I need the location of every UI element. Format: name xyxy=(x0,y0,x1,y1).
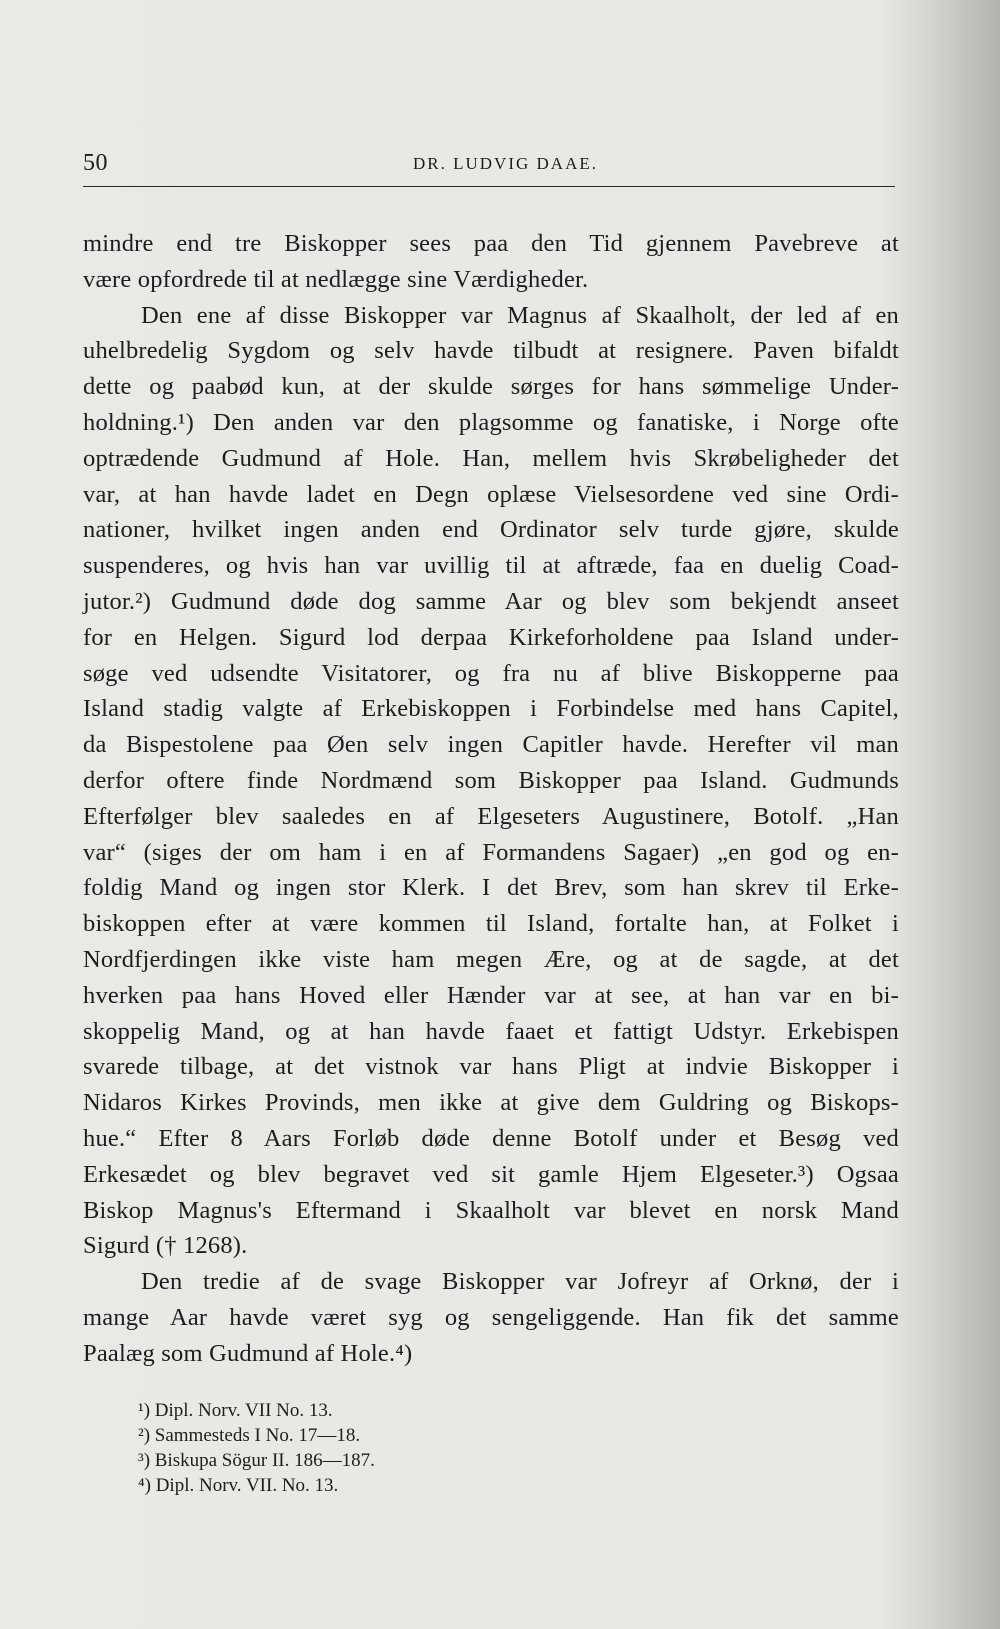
text-line: Efterfølger blev saaledes en af Elgeseters Augustinere, Botolf. „Han xyxy=(83,802,899,830)
text-line: da Bispestolene paa Øen selv ingen Capitler havde. Herefter vil man xyxy=(83,731,899,759)
text-line: Den ene af disse Biskopper var Magnus af Skaalholt, der led af en xyxy=(141,301,899,329)
text-line: svarede tilbage, at det vistnok var hans Pligt at indvie Biskopper i xyxy=(83,1053,899,1081)
text-line: søge ved udsendte Visitatorer, og fra nu af blive Biskopperne paa xyxy=(83,659,899,687)
body-text xyxy=(83,226,899,1372)
footnote: ²) Sammesteds I No. 17—18. xyxy=(138,1425,361,1446)
text-line: Den tredie af de svage Biskopper var Jofreyr af Orknø, der i xyxy=(141,1268,899,1296)
text-line: Nidaros Kirkes Provinds, men ikke at give dem Guldring og Biskops- xyxy=(83,1089,899,1117)
text-line: skoppelig Mand, og at han havde faaet et fattigt Udstyr. Erkebispen xyxy=(83,1017,899,1045)
text-line: for en Helgen. Sigurd lod derpaa Kirkeforholdene paa Island under- xyxy=(83,623,899,651)
page-header xyxy=(83,150,895,187)
text-line: Sigurd († 1268). xyxy=(83,1232,248,1260)
text-line: derfor oftere finde Nordmænd som Biskopper paa Island. Gudmunds xyxy=(83,766,899,794)
running-head: DR. LUDVIG DAAE. xyxy=(413,154,598,173)
text-line: hverken paa hans Hoved eller Hænder var at see, at han var en bi- xyxy=(83,981,899,1009)
text-line: Island stadig valgte af Erkebiskoppen i Forbindelse med hans Capitel, xyxy=(83,695,899,723)
text-line: Nordfjerdingen ikke viste ham megen Ære, og at de sagde, at det xyxy=(83,945,899,973)
text-line: optrædende Gudmund af Hole. Han, mellem hvis Skrøbeligheder det xyxy=(83,444,899,472)
text-line: holdning.¹) Den anden var den plagsomme og fanatiske, i Norge ofte xyxy=(83,408,899,436)
text-line: være opfordrede til at nedlægge sine Værdigheder. xyxy=(83,265,589,293)
text-line: biskoppen efter at være kommen til Island, fortalte han, at Folket i xyxy=(83,910,899,938)
text-line: mindre end tre Biskopper sees paa den Tid gjennem Pavebreve at xyxy=(83,230,899,257)
text-line: mange Aar havde været syg og sengeliggende. Han fik det samme xyxy=(83,1303,899,1331)
text-line: uhelbredelig Sygdom og selv havde tilbudt at resignere. Paven bifaldt xyxy=(83,337,899,365)
text-line: Biskop Magnus's Eftermand i Skaalholt var blevet en norsk Mand xyxy=(83,1196,899,1224)
page-number: 50 xyxy=(83,150,108,176)
text-line: Paalæg som Gudmund af Hole.⁴) xyxy=(83,1339,413,1367)
text-line: jutor.²) Gudmund døde dog samme Aar og blev som bekjendt anseet xyxy=(83,587,899,615)
text-line: suspenderes, og hvis han var uvillig til at aftræde, faa en duelig Coad- xyxy=(83,552,899,580)
footnote: ³) Biskupa Sögur II. 186—187. xyxy=(138,1450,375,1471)
text-line: var“ (siges der om ham i en af Formandens Sagaer) „en god og en- xyxy=(83,838,899,866)
footnote: ¹) Dipl. Norv. VII No. 13. xyxy=(138,1400,333,1421)
text-line: foldig Mand og ingen stor Klerk. I det Brev, som han skrev til Erke- xyxy=(83,874,899,902)
text-line: Erkesædet og blev begravet ved sit gamle Hjem Elgeseter.³) Ogsaa xyxy=(83,1160,899,1188)
text-line: dette og paabød kun, at der skulde sørges for hans sømmelige Under- xyxy=(83,373,899,401)
text-line: var, at han havde ladet en Degn oplæse Vielsesordene ved sine Ordi- xyxy=(83,480,899,508)
text-line: hue.“ Efter 8 Aars Forløb døde denne Botolf under et Besøg ved xyxy=(83,1124,899,1152)
text-line: nationer, hvilket ingen anden end Ordinator selv turde gjøre, skulde xyxy=(83,516,899,544)
footnote: ⁴) Dipl. Norv. VII. No. 13. xyxy=(138,1475,339,1496)
footnotes xyxy=(138,1398,638,1498)
